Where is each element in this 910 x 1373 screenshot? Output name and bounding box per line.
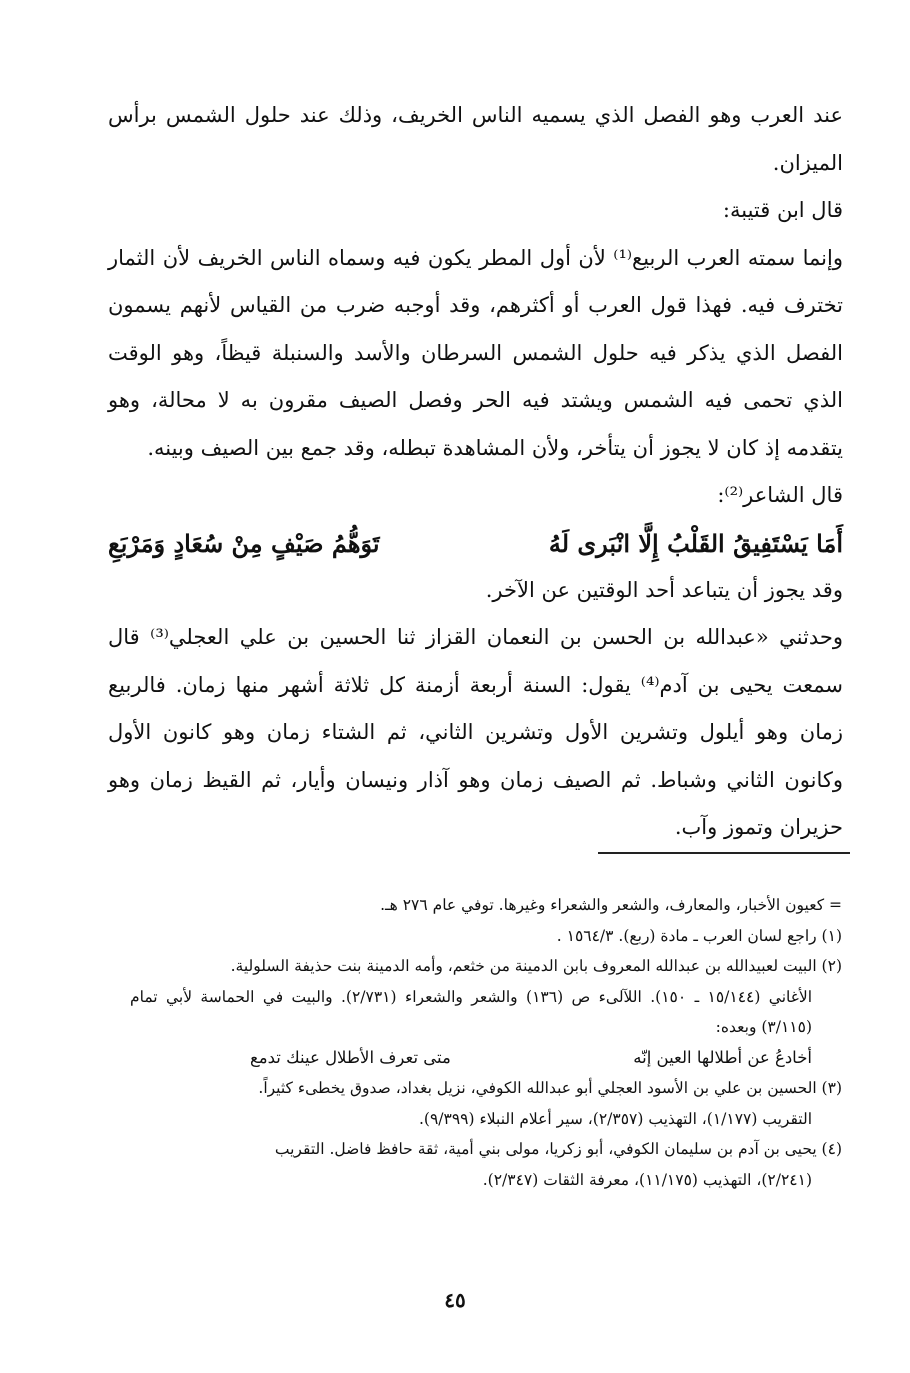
footnote-verse-second: متى تعرف الأطلال عينك تدمع <box>250 1047 451 1067</box>
footnote-3-sources: التقريب (١/١٧٧)، التهذيب (٢/٣٥٧)، سير أعلام النبلاء (٩/٣٩٩). <box>418 1109 812 1128</box>
footnote-2-sources: الأغاني (١٥/١٤٤ ـ ١٥٠). اللآلىء ص (١٣٦) والشعر والشعراء (٢/٧٣١). والبيت في الحماسة لأبي تمام (٣/١١٥) وبعده: <box>130 987 812 1036</box>
main-text <box>108 92 843 852</box>
paragraph-intro: عند العرب وهو الفصل الذي يسميه الناس الخريف، وذلك عند حلول الشمس برأس الميزان. <box>108 103 843 175</box>
paragraph-seasons: وحدثني «عبدالله بن الحسن بن النعمان القزاز ثنا الحسين بن علي العجلي⁽³⁾ قال سمعت يحيى بن آدم⁽⁴⁾ يقول: السنة أربعة أزمنة كل ثلاثة أشهر منها زمان. فالربيع زمان وهو أيلول وتشرين الأول وتشرين الثاني، ثم الشتاء زمان وهو كانون الأول وكانون الثاني وشباط. ثم الصيف زمان وهو آذار ونيسان وأيار، ثم القيظ زمان وهو حزيران وتموز وآب. <box>108 625 844 839</box>
footnote-4: (٤) يحيى بن آدم بن سليمان الكوفي، أبو زكريا، مولى بني أمية، ثقة حافظ فاضل. التقريب <box>274 1140 842 1158</box>
footnote-continuation: = كعيون الأخبار، والمعارف، والشعر والشعراء وغيرها. توفي عام ٢٧٦ هـ. <box>380 896 842 914</box>
verse-first-hemistich: أَمَا يَسْتَفِيقُ القَلْبُ إِلَّا انْبَرى لَهُ <box>548 528 843 558</box>
paragraph-two-times: وقد يجوز أن يتباعد أحد الوقتين عن الآخر. <box>485 577 843 602</box>
paragraph-ibn-qutayba: قال ابن قتيبة: <box>722 198 843 222</box>
footnote-2-verse <box>130 1043 842 1074</box>
footnote-3: (٣) الحسين بن علي بن الأسود العجلي أبو عبدالله الكوفي، نزيل بغداد، صدوق يخطىء كثيراً. <box>258 1079 842 1097</box>
paragraph-rabi-explanation: وإنما سمته العرب الربيع⁽¹⁾ لأن أول المطر يكون فيه وسماه الناس الخريف لأن الثمار تخترف فيه. فهذا قول العرب أو أكثرهم، وقد أوجبه ضرب من القياس لأنهم يسمون الفصل الذي يذكر فيه حلول الشمس السرطان والأسد والسنبلة قيظاً، وهو الوقت الذي تحمى فيه الشمس ويشتد فيه الحر وفصل الصيف مقرون به لا محالة، وهو يتقدمه إذ كان لا يجوز أن يتأخر، ولأن المشاهدة تبطله، وقد جمع بين الصيف وبينه. <box>108 245 843 460</box>
footnotes <box>130 890 842 1195</box>
footnote-verse-first: أخادعُ عن أطلالها العين إنّه <box>633 1047 812 1067</box>
poem-verse <box>108 520 843 567</box>
footnote-4-sources: (٢/٢٤١)، التهذيب (١١/١٧٥)، معرفة الثقات (٢/٣٤٧). <box>482 1170 812 1189</box>
footnote-1: (١) راجع لسان العرب ـ مادة (ربع). ١٥٦٤/٣ . <box>556 926 842 945</box>
verse-second-hemistich: تَوَهُّمُ صَيْفٍ مِنْ سُعَادٍ وَمَرْبَعِ <box>108 528 380 558</box>
page-number: ٤٥ <box>444 1288 466 1312</box>
paragraph-poet-intro: قال الشاعر⁽²⁾: <box>717 483 843 507</box>
footnote-separator <box>598 852 850 854</box>
footnote-2: (٢) البيت لعبيدالله بن عبدالله المعروف بابن الدمينة من خثعم، وأمه الدمينة بنت حذيفة السلولية. <box>230 957 842 975</box>
